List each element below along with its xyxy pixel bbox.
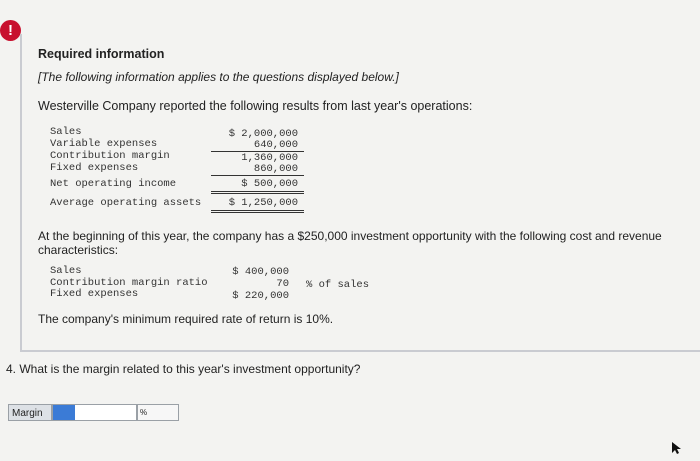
- double-underline: [211, 193, 304, 194]
- intro-text: Westerville Company reported the following results from last year's operations:: [38, 99, 473, 113]
- opportunity-text: At the beginning of this year, the company has a $250,000 investment opportunity with the following cost and revenue characteristics:: [38, 229, 662, 257]
- fs-value: 1,360,000: [241, 152, 298, 164]
- panel-left-border: [20, 34, 22, 352]
- required-info-heading: Required information: [38, 47, 165, 61]
- fs-value: 640,000: [253, 139, 298, 151]
- fs-value: $ 500,000: [241, 178, 298, 190]
- fs-label: Variable expenses: [50, 138, 158, 150]
- inv-label: Fixed expenses: [50, 288, 139, 300]
- double-underline: [211, 210, 304, 211]
- input-focus-highlight: [53, 405, 75, 420]
- inv-value: 70: [276, 278, 289, 290]
- fs-label: Average operating assets: [50, 197, 202, 209]
- margin-label: Margin: [8, 404, 52, 421]
- fs-value: $ 1,250,000: [228, 197, 298, 209]
- inv-value: $ 400,000: [232, 266, 289, 278]
- inv-suffix: % of sales: [306, 279, 370, 291]
- margin-input[interactable]: [52, 404, 137, 421]
- fs-label: Contribution margin: [50, 150, 170, 162]
- fs-label: Sales: [50, 126, 82, 138]
- fs-label: Fixed expenses: [50, 162, 139, 174]
- mouse-cursor-icon: [670, 441, 682, 455]
- fs-value: $ 2,000,000: [228, 128, 298, 140]
- double-underline: [211, 191, 304, 192]
- fs-value: 860,000: [253, 163, 298, 175]
- info-note: [The following information applies to the questions displayed below.]: [38, 70, 399, 84]
- required-return-text: The company's minimum required rate of return is 10%.: [38, 312, 334, 326]
- inv-label: Sales: [50, 265, 82, 277]
- question-text: 4. What is the margin related to this year's investment opportunity?: [6, 362, 361, 376]
- inv-label: Contribution margin ratio: [50, 277, 208, 289]
- double-underline: [211, 212, 304, 213]
- percent-unit: %: [137, 404, 179, 421]
- inv-value: $ 220,000: [232, 290, 289, 302]
- alert-icon: !: [0, 20, 21, 41]
- panel-divider: [20, 350, 700, 352]
- underline: [211, 175, 304, 176]
- fs-label: Net operating income: [50, 178, 177, 190]
